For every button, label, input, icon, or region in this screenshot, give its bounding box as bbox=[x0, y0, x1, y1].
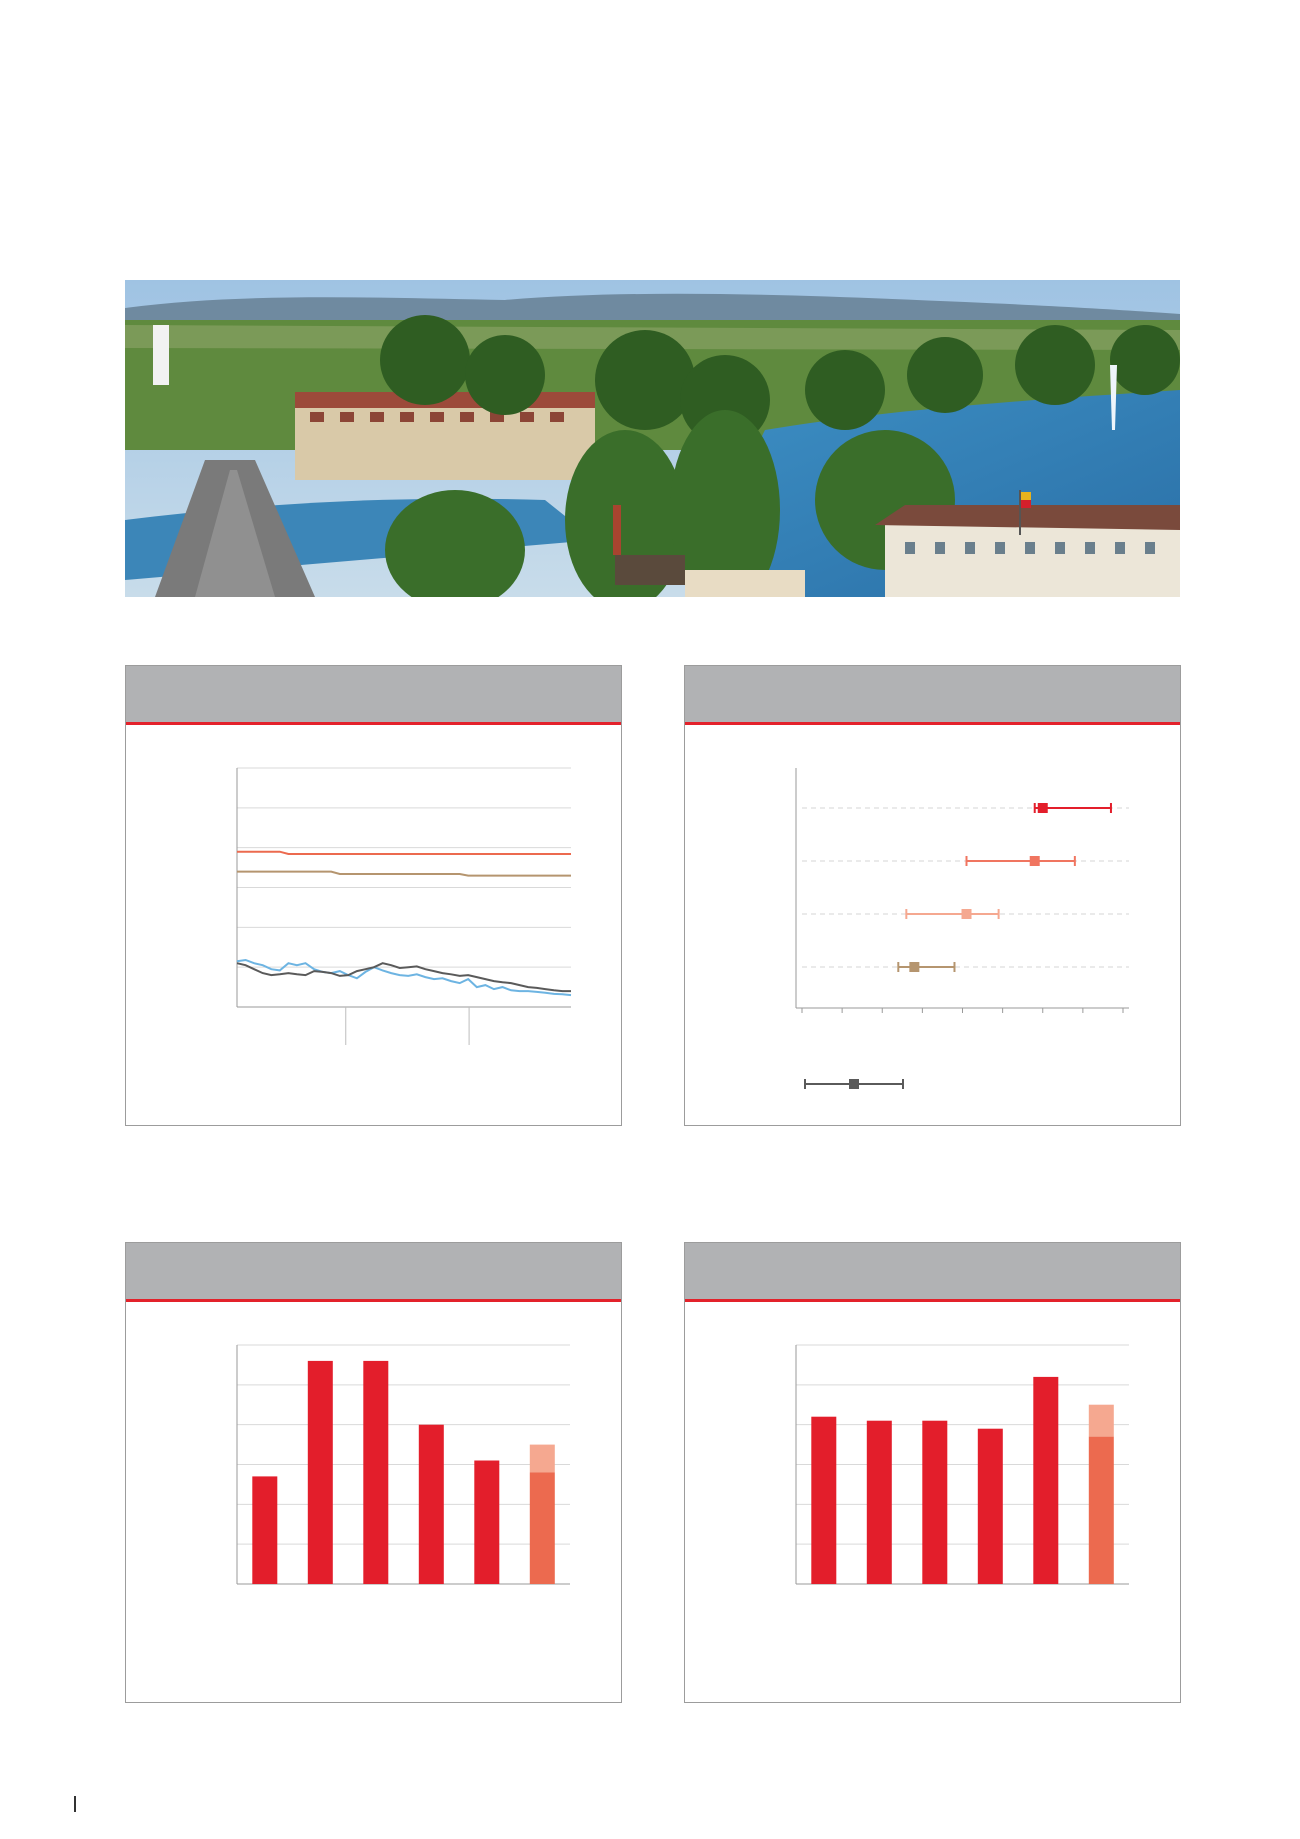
bar bbox=[419, 1425, 444, 1584]
page-marker bbox=[74, 1796, 76, 1812]
bar bbox=[867, 1421, 892, 1584]
bar bbox=[1033, 1377, 1058, 1584]
bar-chart bbox=[126, 1243, 623, 1704]
bar bbox=[530, 1445, 555, 1473]
point-marker bbox=[1030, 856, 1040, 866]
bar bbox=[811, 1417, 836, 1584]
legend-marker bbox=[849, 1079, 859, 1089]
bar bbox=[474, 1461, 499, 1585]
range-chart bbox=[685, 666, 1182, 1127]
bar bbox=[922, 1421, 947, 1584]
chart-panel-3 bbox=[125, 1242, 622, 1703]
point-marker bbox=[909, 962, 919, 972]
bar bbox=[1089, 1405, 1114, 1437]
aerial-photo-illustration bbox=[125, 280, 1180, 597]
bar bbox=[252, 1476, 277, 1584]
chart-panel-4 bbox=[684, 1242, 1181, 1703]
bar bbox=[363, 1361, 388, 1584]
line-chart bbox=[126, 666, 623, 1127]
chart-panel-1 bbox=[125, 665, 622, 1126]
bar bbox=[1089, 1437, 1114, 1584]
bar bbox=[308, 1361, 333, 1584]
point-marker bbox=[962, 909, 972, 919]
series-line bbox=[237, 872, 571, 876]
series-line bbox=[237, 960, 571, 995]
header-photo bbox=[125, 280, 1180, 597]
point-marker bbox=[1038, 803, 1048, 813]
bar-chart bbox=[685, 1243, 1182, 1704]
chart-panel-2 bbox=[684, 665, 1181, 1126]
bar bbox=[978, 1429, 1003, 1584]
series-line bbox=[237, 852, 571, 854]
bar bbox=[530, 1473, 555, 1585]
